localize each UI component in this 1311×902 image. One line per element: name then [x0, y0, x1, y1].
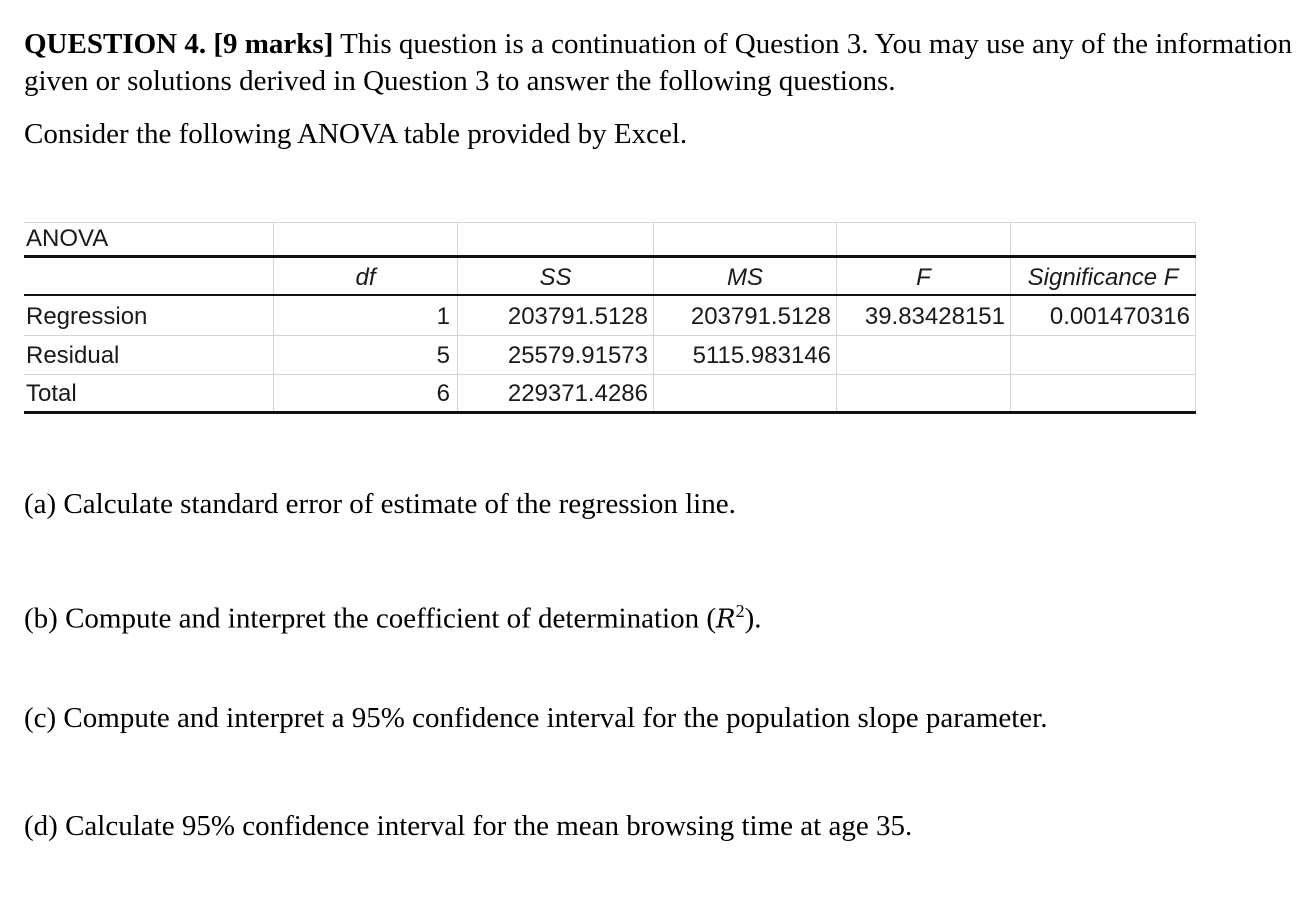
cell-ss: 25579.91573: [507, 342, 648, 369]
row-label-residual: Residual: [26, 342, 120, 369]
cell-ss: 229371.4286: [507, 380, 648, 407]
part-b-text: (b) Compute and interpret the coefficient of determination (: [24, 602, 716, 635]
header-significance-f: Significance F: [1027, 264, 1179, 291]
header-top-rule: [24, 255, 1196, 258]
header-ss: SS: [539, 264, 572, 291]
question-header: [24, 26, 1294, 100]
cell-ms: 5115.983146: [692, 342, 831, 369]
part-a: (a) Calculate standard error of estimate of the regression line.: [24, 488, 736, 520]
header-df: df: [355, 264, 376, 291]
part-c: (c) Compute and interpret a 95% confidence interval for the population slope parameter.: [24, 702, 1048, 734]
cell-df: 6: [436, 380, 450, 407]
cell-significance-f: [1011, 375, 1190, 413]
part-b: [24, 593, 762, 639]
cell-ss: 203791.5128: [507, 303, 648, 330]
r-exponent: 2: [735, 601, 745, 621]
grid-line: [24, 222, 1196, 223]
question-intro: Consider the following ANOVA table provided by Excel.: [24, 118, 688, 150]
cell-significance-f: 0.001470316: [1049, 303, 1190, 330]
header-ms: MS: [727, 264, 763, 291]
cell-ms: [654, 375, 831, 413]
anova-table: [24, 222, 1196, 414]
cell-significance-f: [1011, 337, 1190, 375]
part-b-suffix: ).: [744, 602, 762, 635]
anova-title: ANOVA: [26, 225, 109, 252]
r-variable: R: [716, 604, 736, 635]
cell-df: 5: [436, 342, 450, 369]
cell-f: [837, 337, 1005, 375]
grid-line: [1195, 222, 1196, 414]
row-label-total: Total: [26, 380, 77, 407]
part-d: (d) Calculate 95% confidence interval for the mean browsing time at age 35.: [24, 810, 913, 842]
cell-f: [837, 375, 1005, 413]
question-label: QUESTION 4. [9 marks]: [24, 28, 334, 60]
header-f: F: [916, 264, 931, 291]
question-text: This question is a continuation of Question 3. You may use any of the information given or solutions derived in Question 3 to answer the following questions.: [24, 28, 1293, 97]
cell-ms: 203791.5128: [690, 303, 831, 330]
cell-df: 1: [436, 303, 450, 330]
row-label-regression: Regression: [26, 303, 148, 330]
cell-f: 39.83428151: [864, 303, 1005, 330]
